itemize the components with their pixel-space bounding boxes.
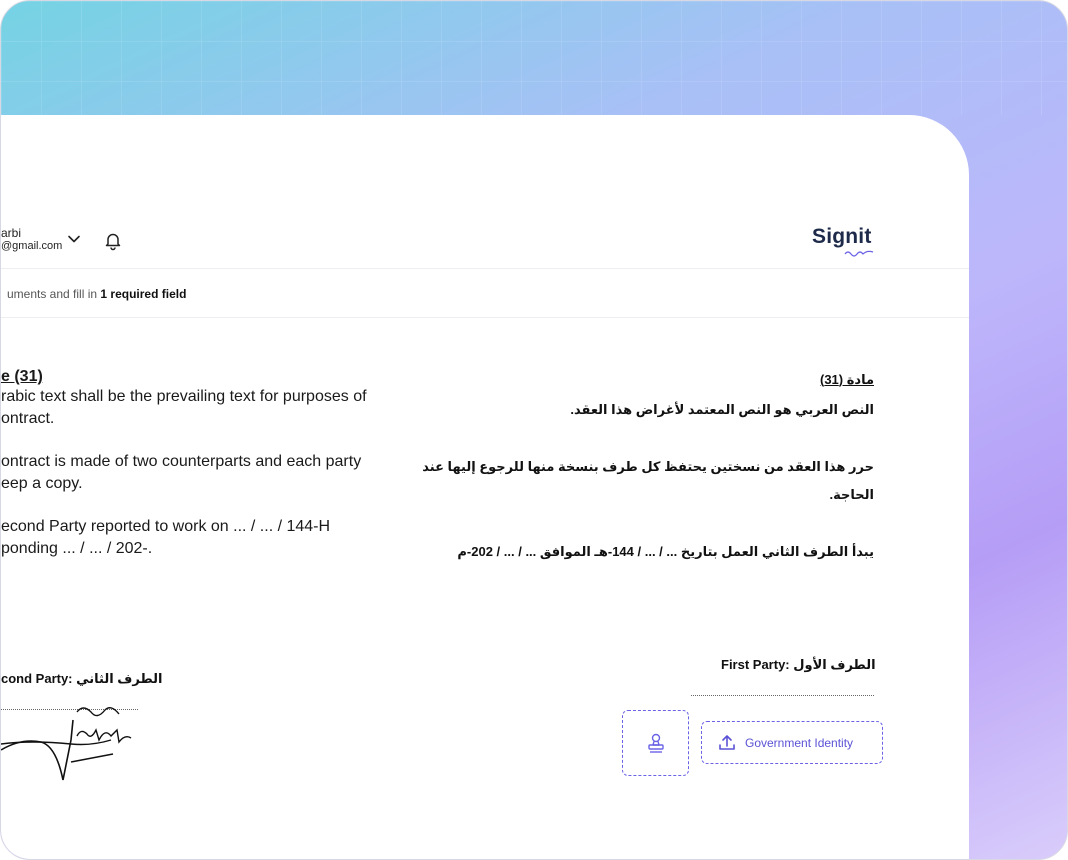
english-paragraph-3-line-2: ponding ... / ... / 202-. (1, 540, 153, 557)
bell-icon[interactable] (103, 231, 123, 251)
english-paragraph-1-line-1: rabic text shall be the prevailing text for purposes of (1, 388, 367, 405)
user-menu[interactable] (1, 227, 62, 253)
handwritten-signature (1, 700, 141, 790)
arabic-paragraph-1: النص العربي هو النص المعتمد لأغراض هذا العقد. (570, 402, 874, 417)
user-email: @gmail.com (1, 240, 63, 252)
first-party-signature-line (691, 695, 874, 696)
stamp-upload-button[interactable] (622, 710, 689, 776)
logo-squiggle-icon (844, 249, 874, 257)
english-paragraph-2-line-1: ontract is made of two counterparts and each party (1, 453, 362, 470)
document-card (1, 115, 969, 860)
english-paragraph-2-line-2: eep a copy. (1, 475, 83, 492)
required-field-count[interactable]: 1 required field (100, 287, 187, 301)
second-party-label: cond Party: الطرف الثاني (1, 671, 163, 686)
arabic-paragraph-2-line-2: الحاجة. (829, 487, 874, 502)
english-article-title: e (31) (1, 368, 43, 385)
arabic-article-title: مادة (31) (819, 372, 874, 387)
signit-logo[interactable] (812, 225, 872, 249)
arabic-paragraph-2-line-1: حرر هذا العقد من نسختين يحتفظ كل طرف بنسخة منها للرجوع إليها عند (422, 459, 874, 474)
government-identity-upload-button[interactable] (701, 721, 883, 764)
english-paragraph-3-line-1: econd Party reported to work on ... / ... / 144-H (1, 518, 331, 535)
arabic-paragraph-3: يبدأ الطرف الثاني العمل بتاريخ ... / ... / 144-هـ الموافق ... / ... / 202-م (457, 544, 874, 559)
logo-text: Signit (812, 225, 872, 248)
status-prefix: uments and fill in (7, 287, 101, 301)
chevron-down-icon[interactable] (67, 232, 81, 246)
upload-icon (717, 733, 737, 753)
english-paragraph-1-line-2: ontract. (1, 410, 55, 427)
government-identity-label: Government Identity (745, 735, 854, 750)
stamp-icon (646, 732, 666, 754)
background-grid (1, 1, 1067, 115)
status-text (7, 287, 186, 301)
first-party-label: First Party: الطرف الأول (721, 657, 876, 672)
user-name: arbi (1, 226, 22, 240)
